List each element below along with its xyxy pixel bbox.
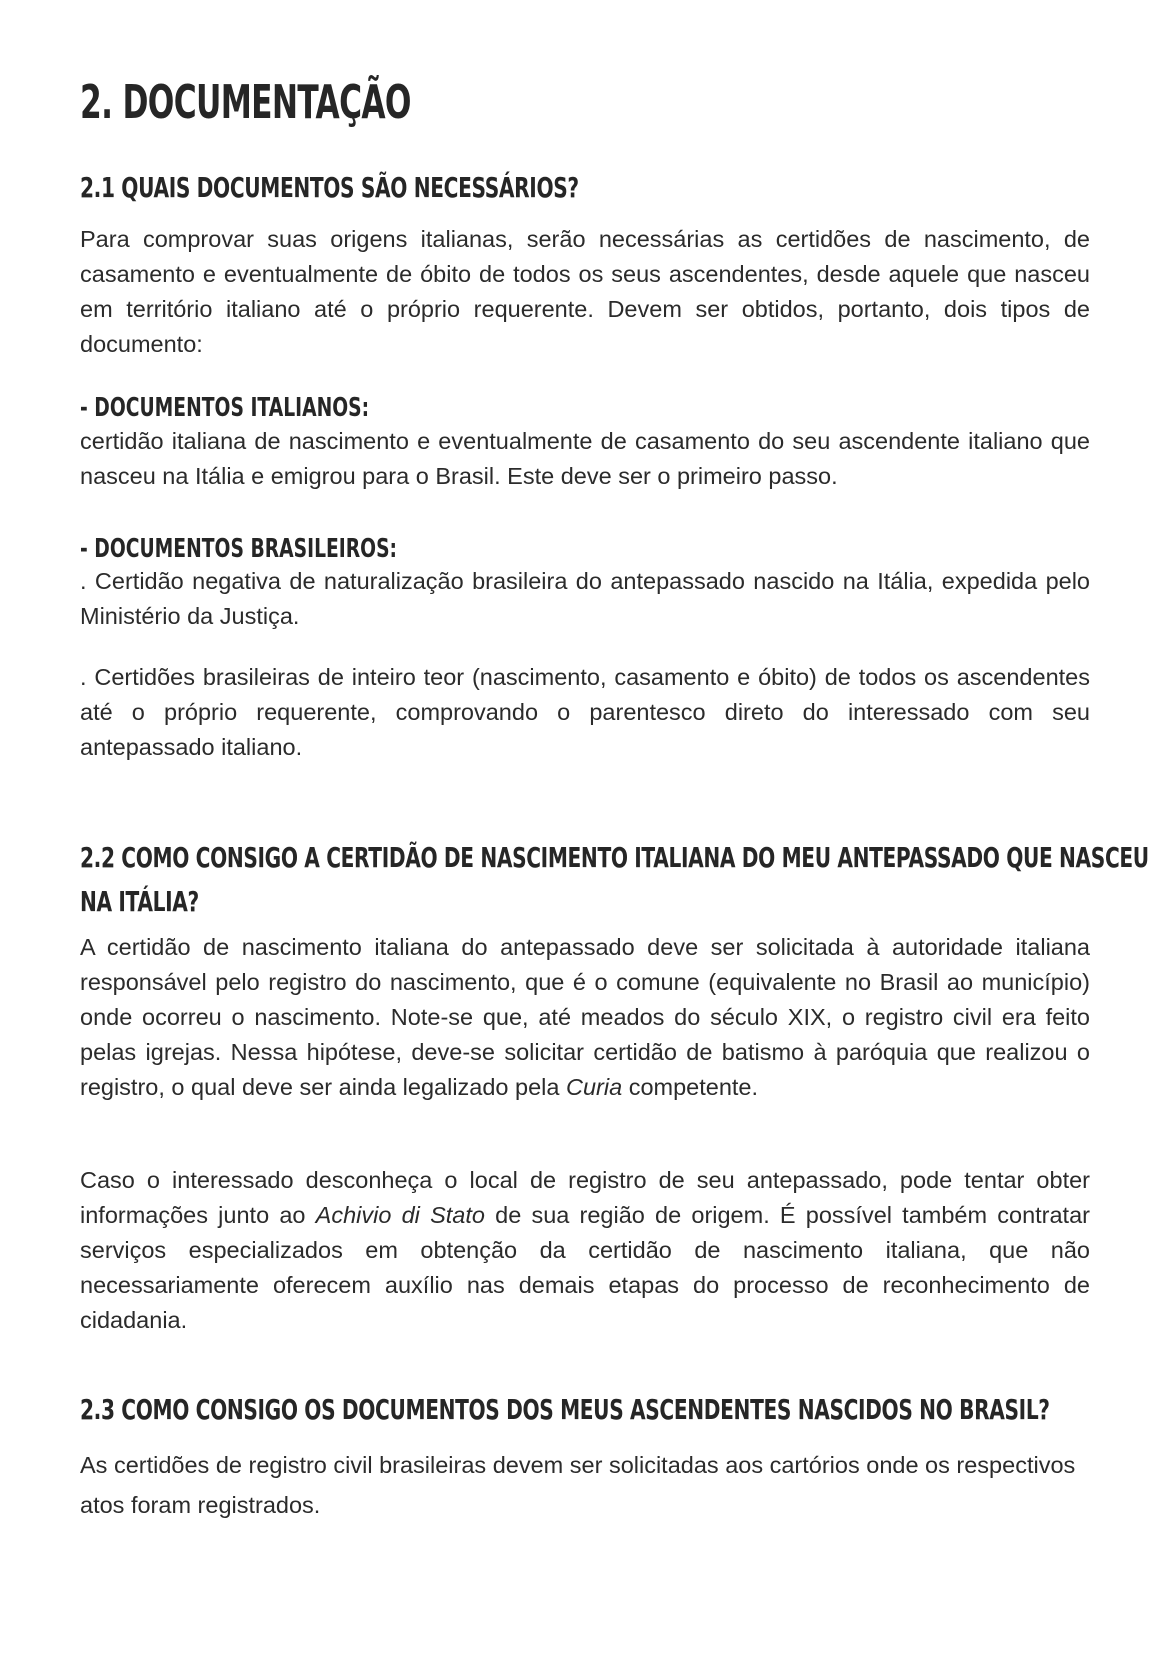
heading-2-2-line-1: 2.2 COMO CONSIGO A CERTIDÃO DE NASCIMENTO ITALIANA DO MEU ANTEPASSADO QUE NASCEU [80,841,1149,874]
paragraph-2-3: As certidões de registro civil brasileiras devem ser solicitadas aos cartórios onde os respectivos atos foram registrados. [80,1452,1076,1518]
paragraph-brazilian-item-1: . Certidão negativa de naturalização brasileira do antepassado nascido na Itália, expedida pelo Ministério da Justiça. [80,568,1090,629]
curia-italic: Curia [566,1074,623,1100]
paragraph-2-2-second-end: de sua região de origem. É possível também contratar serviços especializados em obtenção da certidão de nascimento italiana, que não necessariamente oferecem auxílio nas demais etapas do processo de reconhecimento de cidadania. [80,1202,1090,1333]
paragraph-2-2-second-start: Caso o interessado desconheça o local de registro de seu antepassado, pode tentar obter informações junto ao [80,1167,1090,1228]
paragraph-brazilian-item-2: . Certidões brasileiras de inteiro teor (nascimento, casamento e óbito) de todos os ascendentes até o próprio requerente, comprovando o parentesco direto do interessado com seu antepassado italiano. [80,664,1090,760]
paragraph-2-2-first-text: A certidão de nascimento italiana do antepassado deve ser solicitada à autoridade italiana responsável pelo registro do nascimento, que é o comune (equivalente no Brasil ao município) onde ocorreu o nascimento. Note-se que, até meados do século XIX, o registro civil era feito pelas igrejas. Nessa hipótese, deve-se solicitar certidão de batismo à paróquia que realizou o registro, o qual deve ser ainda legalizado pela [80,934,1090,1100]
heading-2-3: 2.3 COMO CONSIGO OS DOCUMENTOS DOS MEUS ASCENDENTES NASCIDOS NO BRASIL? [80,1393,1050,1426]
subheading-italian-documents: - DOCUMENTOS ITALIANOS: [80,393,370,423]
section-title: 2. DOCUMENTAÇÃO [80,75,411,129]
paragraph-2-2-second [80,1163,1090,1338]
heading-2-1: 2.1 QUAIS DOCUMENTOS SÃO NECESSÁRIOS? [80,171,579,204]
archivio-italic: Achivio di Stato [315,1202,485,1228]
paragraph-italian-documents: certidão italiana de nascimento e eventualmente de casamento do seu ascendente italiano que nasceu na Itália e emigrou para o Brasil. Este deve ser o primeiro passo. [80,428,1090,489]
subheading-brazilian-documents: - DOCUMENTOS BRASILEIROS: [80,534,398,564]
paragraph-2-2-first-end: competente. [628,1074,759,1100]
heading-2-2-line-2: NA ITÁLIA? [80,885,199,918]
paragraph-2-1-intro: Para comprovar suas origens italianas, serão necessárias as certidões de nascimento, de casamento e eventualmente de óbito de todos os seus ascendentes, desde aquele que nasceu em território italiano até o próprio requerente. Devem ser obtidos, portanto, dois tipos de documento: [80,226,1090,357]
paragraph-2-2-first [80,930,1090,1105]
